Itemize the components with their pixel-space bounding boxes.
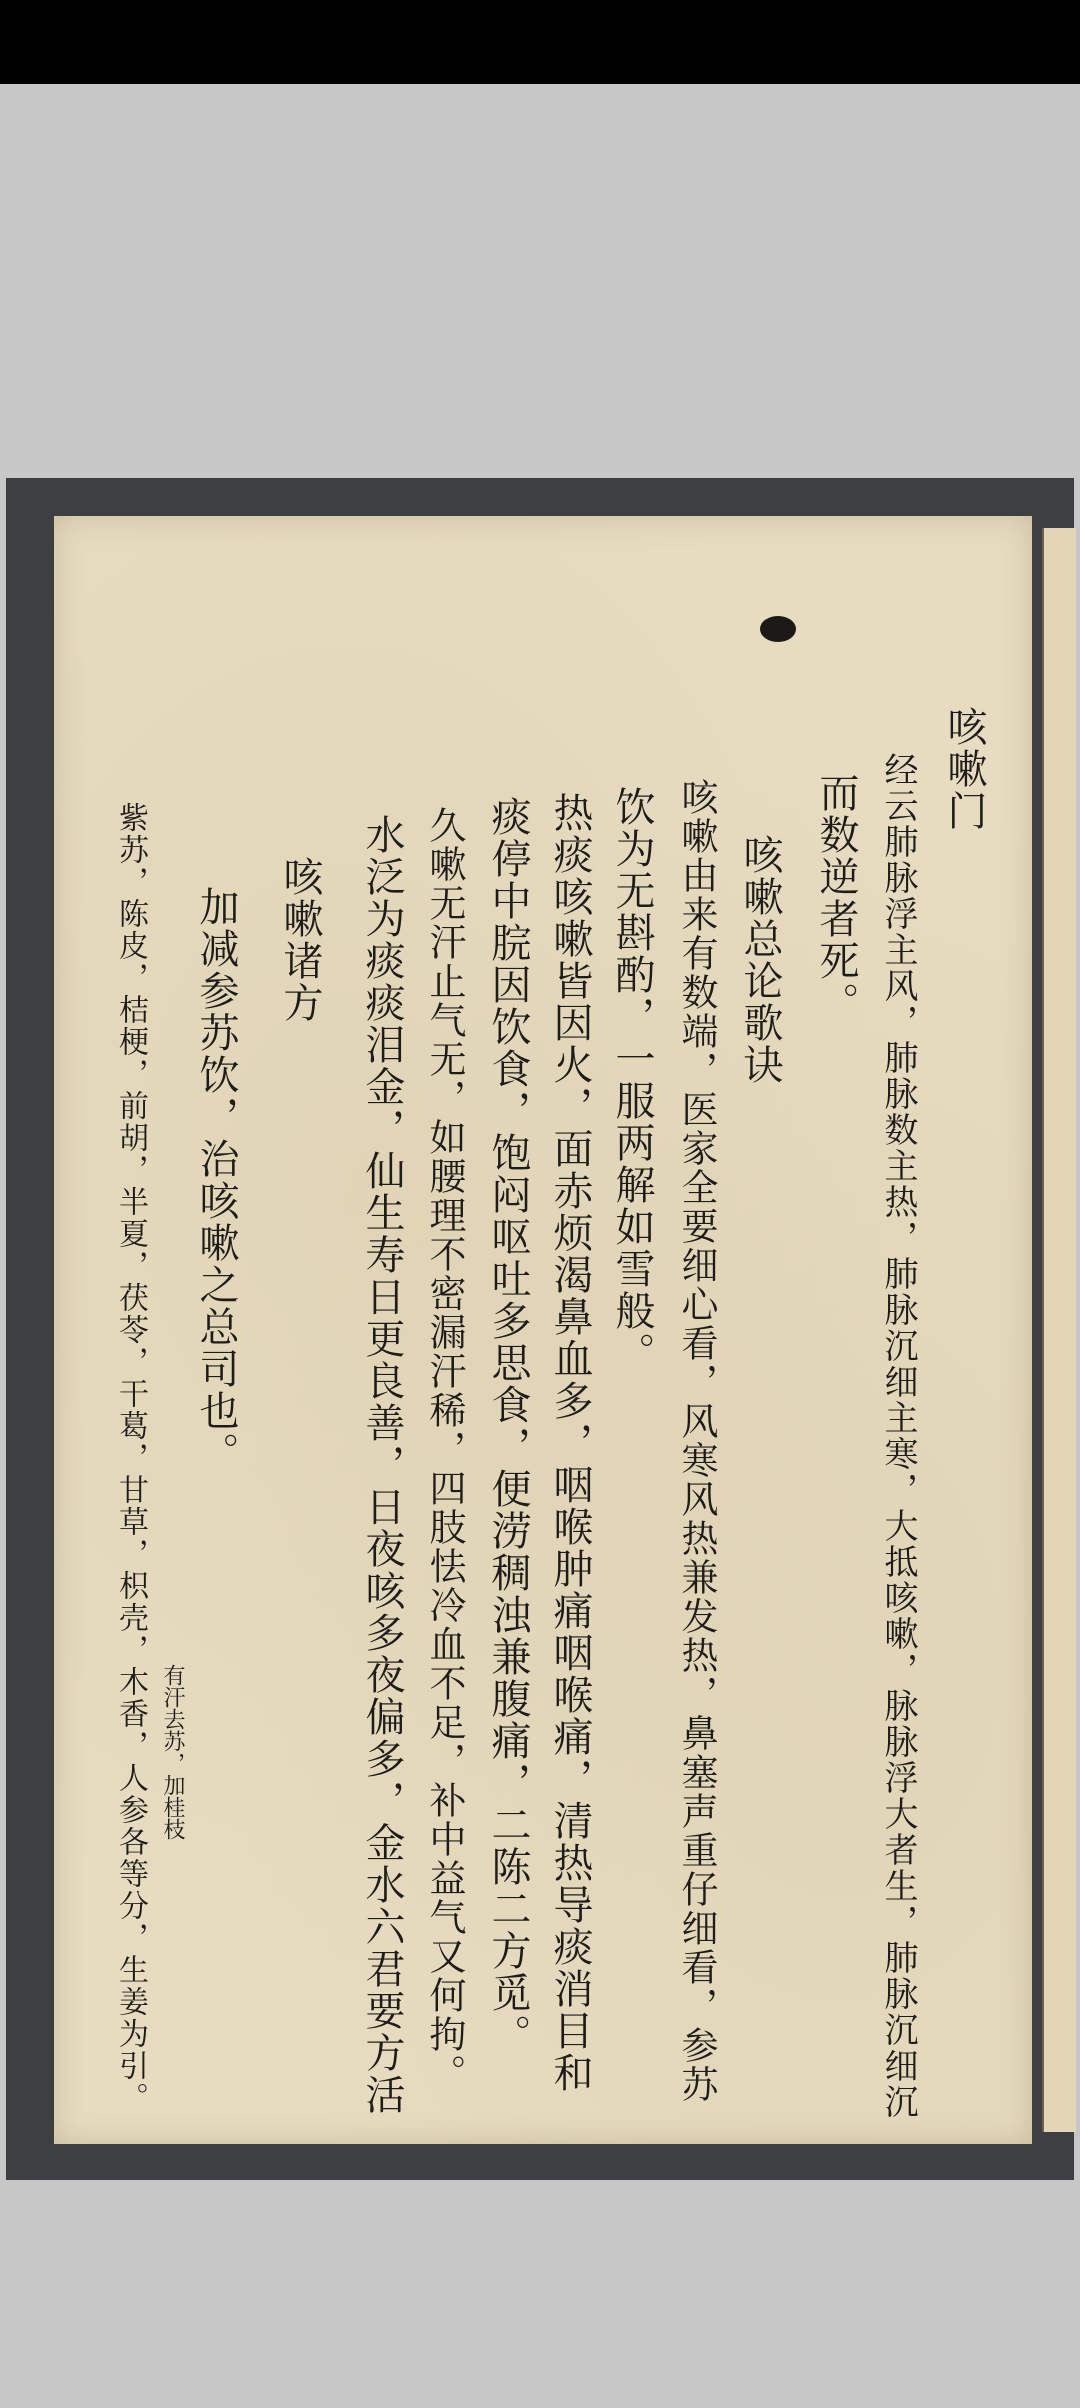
manuscript-column-1: 咳嗽门	[941, 706, 987, 832]
ink-blot-mark	[760, 616, 796, 642]
manuscript-column-4: 咳嗽总论歌诀	[737, 834, 783, 1086]
scanned-page-frame	[6, 478, 1074, 2180]
manuscript-column-2: 经云肺脉浮主风，肺脉数主热，肺脉沉细主寒，大抵咳嗽，脉脉浮大者生，肺脉沉细沉	[878, 752, 918, 2120]
status-bar	[0, 0, 1080, 84]
manuscript-page	[54, 516, 1032, 2144]
manuscript-column-3: 而数逆者死。	[813, 772, 859, 1024]
manuscript-column-8: 痰停中脘因饮食，饱闷呕吐多思食，便涝稠浊兼腹痛，二陈二方觅。	[485, 796, 531, 2056]
next-page-edge	[1042, 528, 1076, 2132]
document-viewer[interactable]	[0, 84, 1080, 2408]
manuscript-column-10: 水泛为痰痰泪金，仙生寿日更良善，日夜咳多夜偏多，金水六君要方活	[359, 814, 405, 2116]
manuscript-column-6: 饮为无斟酌，一服两解如雪般。	[609, 786, 655, 1374]
manuscript-column-7: 热痰咳嗽皆因火，面赤烦渴鼻血多，咽喉肿痛咽喉痛，清热导痰消目和	[547, 792, 593, 2094]
manuscript-column-11: 咳嗽诸方	[277, 856, 323, 1024]
manuscript-small-note: 有汗去苏，加桂枝	[160, 1664, 185, 1840]
manuscript-column-12: 加减参苏饮，治咳嗽之总司也。	[193, 886, 239, 1474]
manuscript-column-9: 久嗽无汗止气无，如腰理不密漏汗稀，四肢怯冷血不足，补中益气又何拘。	[423, 806, 466, 2093]
manuscript-column-13: 紫苏，陈皮，桔梗，前胡，半夏，茯苓，干葛，甘草，枳壳，木香，人参各等分，生姜为引。	[113, 802, 148, 2114]
manuscript-column-5: 咳嗽由来有数端，医家全要细心看，风寒风热兼发热，鼻塞声重仔细看，参苏	[675, 778, 718, 2104]
